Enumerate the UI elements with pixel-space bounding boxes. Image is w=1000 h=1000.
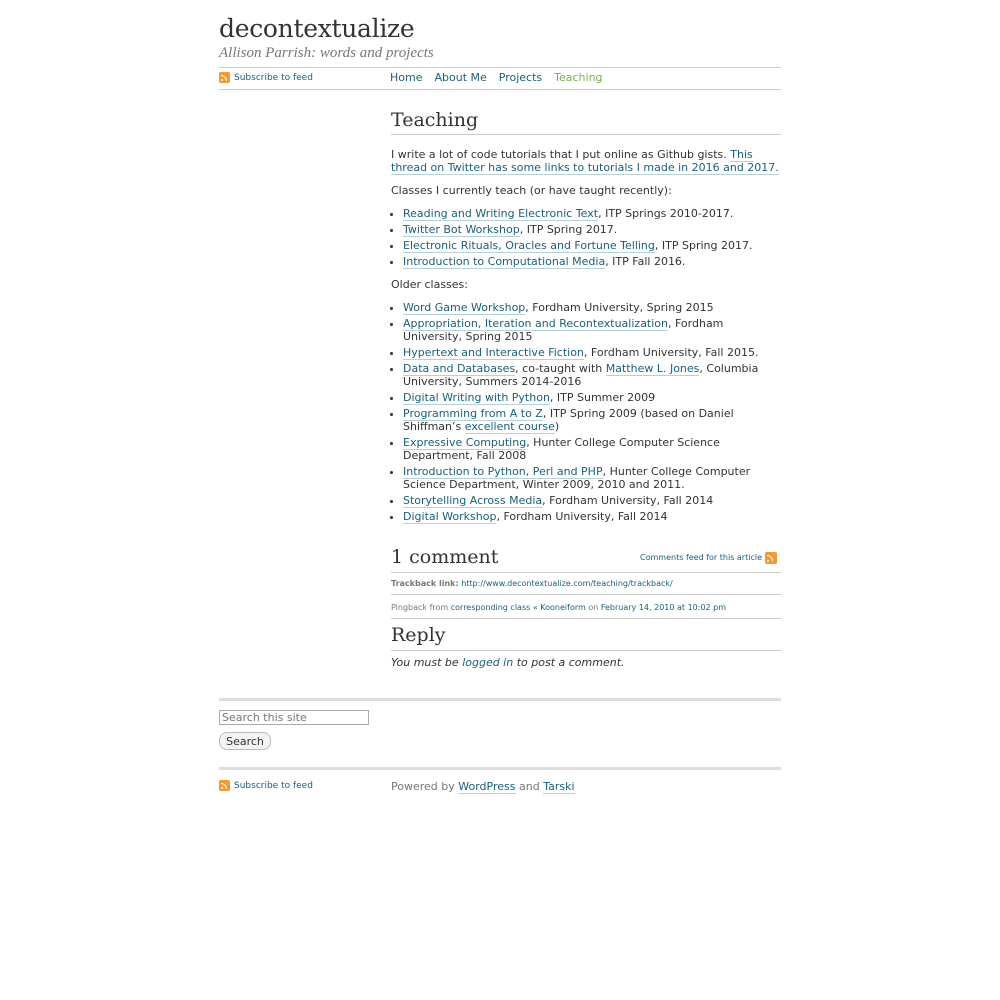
intro-paragraph [391, 148, 781, 174]
subscribe-feed-label[interactable]: Subscribe to feed [234, 72, 313, 83]
class-link[interactable]: Digital Workshop [403, 510, 497, 523]
comments-feed-link[interactable] [640, 551, 781, 564]
navigation-bar [219, 67, 781, 90]
class-details: , Hunter College Computer Science Department, Winter 2009, 2010 and 2011. [403, 465, 751, 491]
list-item [403, 207, 781, 220]
class-link[interactable]: Electronic Rituals, Oracles and Fortune Telling [403, 239, 655, 252]
tarski-link[interactable]: Tarski [543, 780, 575, 793]
class-link[interactable]: Introduction to Computational Media [403, 255, 606, 268]
page-title: Teaching [391, 108, 781, 135]
trackback-row [391, 573, 781, 595]
class-link[interactable]: Appropriation, Iteration and Recontextualization [403, 317, 668, 330]
nav-teaching[interactable]: Teaching [554, 71, 603, 84]
list-item [403, 239, 781, 252]
list-item [403, 436, 781, 462]
older-classes-heading: Older classes: [391, 278, 468, 291]
pingback-source-link[interactable]: corresponding class « Kooneiform [450, 603, 586, 612]
pingback-comment [391, 595, 781, 619]
class-link[interactable]: Reading and Writing Electronic Text [403, 207, 599, 220]
class-details: , ITP Summer 2009 [549, 391, 656, 404]
current-classes-heading: Classes I currently teach (or have taught recently): [391, 184, 672, 197]
class-link[interactable]: Introduction to Python, Perl and PHP [403, 465, 603, 478]
class-link[interactable]: Twitter Bot Workshop [403, 223, 520, 236]
class-link[interactable]: Word Game Workshop [403, 301, 526, 314]
excellent-course-link[interactable]: excellent course [464, 420, 555, 433]
twitter-thread-link[interactable]: This thread on Twitter has some links to tutorials I made in 2016 and 2017. [391, 148, 779, 174]
footer-subscribe-link[interactable] [219, 780, 313, 791]
comments-heading: 1 comment [391, 546, 499, 568]
class-link[interactable]: Digital Writing with Python [403, 391, 550, 404]
class-link[interactable]: Hypertext and Interactive Fiction [403, 346, 584, 359]
class-details: , Fordham University, Fall 2014 [496, 510, 668, 523]
login-notice-text: to post a comment. [516, 656, 625, 669]
wordpress-link[interactable]: WordPress [458, 780, 516, 793]
list-item [403, 494, 781, 507]
class-details: , Fordham University, Spring 2015 [403, 317, 724, 343]
class-details: , ITP Spring 2017. [654, 239, 753, 252]
divider [219, 767, 781, 770]
list-item [403, 317, 781, 343]
class-details: , ITP Fall 2016. [605, 255, 686, 268]
list-item [403, 391, 781, 404]
class-details: ) [554, 420, 560, 433]
list-item [403, 223, 781, 236]
search-button[interactable]: Search [219, 732, 271, 750]
login-notice-text: You must be [391, 656, 459, 669]
rss-feed-icon [219, 780, 230, 791]
list-item [403, 301, 781, 314]
class-details: , Fordham University, Fall 2014 [542, 494, 714, 507]
class-details: , Hunter College Computer Science Department, Fall 2008 [403, 436, 720, 462]
pingback-date-link[interactable]: February 14, 2010 at 10:02 pm [600, 603, 727, 612]
site-tagline: Allison Parrish: words and projects [219, 45, 434, 61]
list-item [403, 362, 781, 388]
pingback-on: on [588, 603, 599, 612]
class-details: , ITP Spring 2009 (based on Daniel Shiffman’s [403, 407, 734, 433]
login-notice [391, 656, 781, 669]
powered-by-and: and [519, 780, 540, 793]
class-details: , Fordham University, Spring 2015 [525, 301, 714, 314]
nav-home[interactable]: Home [390, 71, 423, 84]
class-details: , ITP Spring 2017. [519, 223, 618, 236]
trackback-url[interactable]: http://www.decontextualize.com/teaching/trackback/ [461, 579, 673, 588]
subscribe-feed-link[interactable] [219, 72, 313, 83]
class-link[interactable]: Storytelling Across Media [403, 494, 543, 507]
class-details: , ITP Springs 2010-2017. [598, 207, 734, 220]
main-content [391, 108, 781, 669]
pingback-prefix: Pingback from [391, 603, 449, 612]
intro-text: I write a lot of code tutorials that I put online as Github gists. [391, 148, 727, 161]
class-details: , co-taught with [515, 362, 606, 375]
search-input[interactable] [219, 710, 369, 725]
coteacher-link[interactable]: Matthew L. Jones [605, 362, 700, 375]
rss-feed-icon [219, 72, 230, 83]
comments-feed-label[interactable]: Comments feed for this article [640, 553, 762, 562]
list-item [403, 255, 781, 268]
powered-by-text: Powered by [391, 780, 455, 793]
reply-heading: Reply [391, 623, 781, 651]
comments-header [391, 545, 781, 573]
class-link[interactable]: Expressive Computing [403, 436, 527, 449]
current-classes-list [391, 207, 781, 268]
trackback-label: Trackback link: [391, 579, 459, 588]
powered-by [391, 780, 575, 793]
list-item [403, 510, 781, 523]
rss-feed-icon [765, 552, 777, 564]
class-details: , Columbia University, Summers 2014-2016 [403, 362, 759, 388]
logged-in-link[interactable]: logged in [462, 656, 514, 669]
list-item [403, 346, 781, 359]
nav-about-me[interactable]: About Me [434, 71, 487, 84]
list-item [403, 407, 781, 433]
list-item [403, 465, 781, 491]
class-link[interactable]: Data and Databases [403, 362, 516, 375]
divider [219, 698, 781, 701]
class-details: , Fordham University, Fall 2015. [583, 346, 759, 359]
footer-subscribe-label[interactable]: Subscribe to feed [234, 780, 313, 791]
class-link[interactable]: Programming from A to Z [403, 407, 543, 420]
site-title[interactable]: decontextualize [219, 14, 415, 43]
nav-links [390, 71, 603, 84]
nav-projects[interactable]: Projects [498, 71, 543, 84]
older-classes-list [391, 301, 781, 523]
